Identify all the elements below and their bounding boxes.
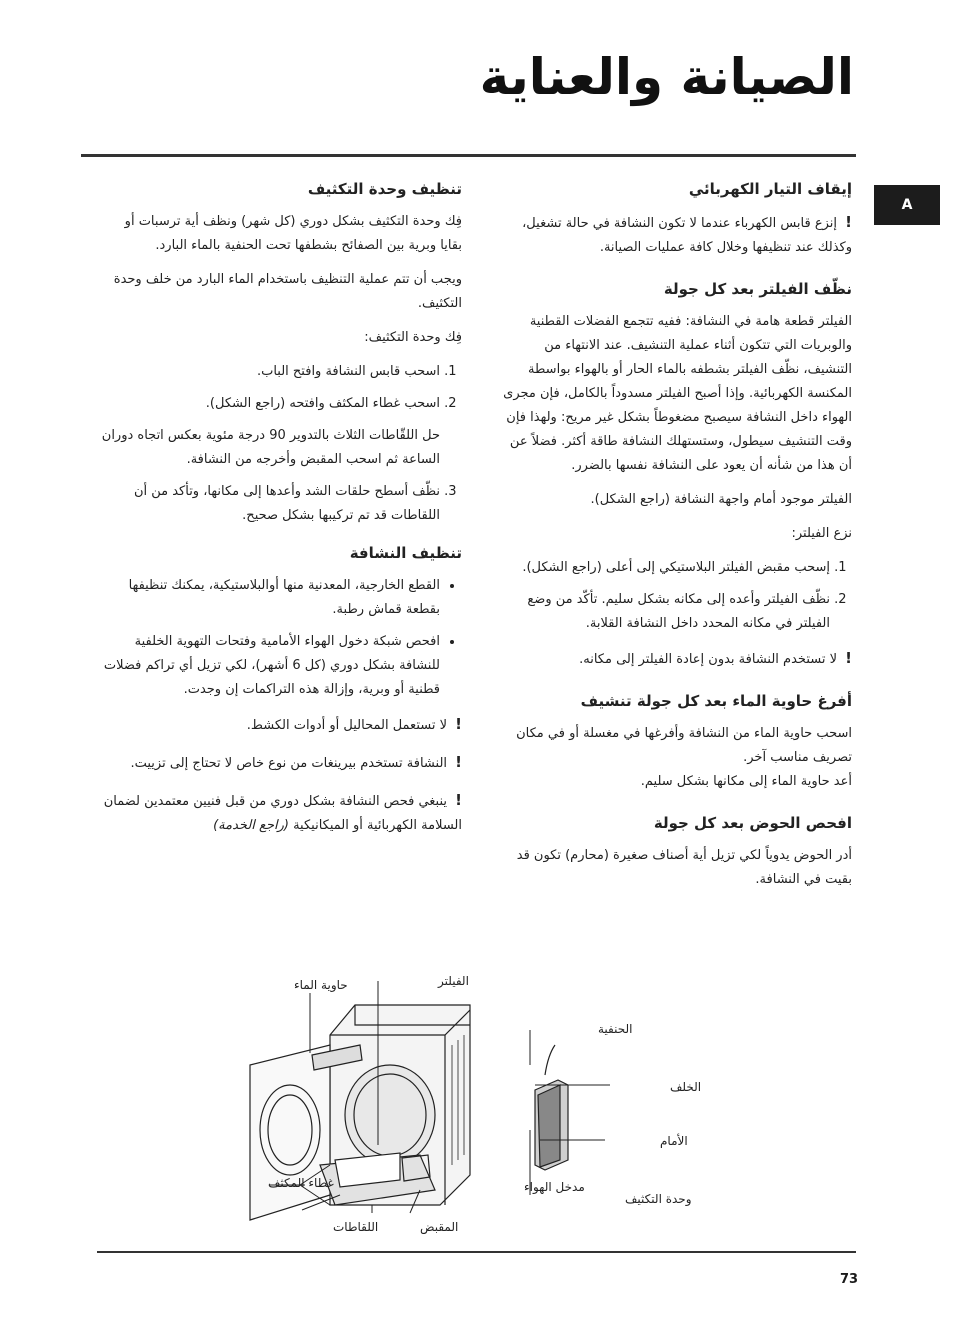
container-paragraph-2: أعد حاوية الماء إلى مكانها بشكل سليم. bbox=[640, 774, 852, 789]
label-air-inlet: مدخل الهواء bbox=[524, 1180, 585, 1194]
warning-icon: ! bbox=[845, 649, 852, 667]
condenser-paragraph-3: فِك وحدة التكثيف: bbox=[364, 330, 462, 345]
left-column bbox=[100, 178, 462, 850]
page-number: 73 bbox=[840, 1272, 859, 1287]
dryer-diagram bbox=[190, 965, 710, 1245]
label-filter: الفيلتر bbox=[438, 974, 469, 988]
label-condenser-unit: وحدة التكثيف bbox=[625, 1192, 692, 1206]
dryer-bullets bbox=[100, 574, 462, 702]
warning-text: لا تستعمل المحاليل أو أدوات الكشط. bbox=[246, 718, 448, 733]
service-reference: (راجع الخدمة) bbox=[213, 818, 289, 833]
container-paragraph-1: اسحب حاوية الماء من النشافة وأفرغها في مغسلة أو في مكان تصريف مناسب آخر. bbox=[516, 726, 852, 765]
warning-inspection bbox=[100, 788, 462, 838]
warning-icon: ! bbox=[455, 791, 462, 809]
bottom-divider bbox=[97, 1251, 856, 1253]
drum-paragraph-1: أدر الحوض يدوياً لكي تزيل أية أصناف صغيرة (محارم) تكون قد بقيت في النشافة. bbox=[516, 848, 852, 887]
warning-text: النشافة تستخدم بيرينغات من نوع خاص لا تحتاج إلى تزييت. bbox=[130, 756, 448, 771]
section-heading-dryer: تنظيف النشافة bbox=[349, 544, 462, 562]
label-condenser-cover: غطاء المكثف bbox=[268, 1176, 334, 1190]
condenser-note: حل اللقّاطات الثلاث بالتدوير 90 درجة مئوية بعكس اتجاه دوران الساعة ثم اسحب المقبض وأخرجه من النشافة. bbox=[101, 428, 440, 467]
warning-filter bbox=[494, 646, 852, 672]
label-back: الخلف bbox=[670, 1080, 702, 1094]
filter-steps bbox=[494, 556, 852, 636]
filter-paragraph-2: الفيلتر موجود أمام واجهة النشافة (راجع الشكل). bbox=[590, 492, 852, 507]
label-water-container: حاوية الماء bbox=[294, 978, 348, 992]
section-heading-power: إيقاف التيار الكهربائي bbox=[688, 180, 852, 198]
condenser-paragraph-2: ويجب أن تتم عملية التنظيف باستخدام الماء البارد من خلف وحدة التكثيف. bbox=[113, 272, 462, 311]
condenser-steps-a bbox=[100, 360, 462, 416]
label-handle: المقبض bbox=[420, 1220, 459, 1234]
warning-text: لا تستخدم النشافة بدون إعادة الفيلتر إلى مكانه. bbox=[579, 652, 838, 667]
top-divider bbox=[81, 154, 856, 157]
warning-icon: ! bbox=[455, 753, 462, 771]
right-column bbox=[494, 178, 852, 902]
language-tab: A bbox=[874, 185, 940, 225]
condenser-steps-b bbox=[100, 480, 462, 528]
dryer-bullet-1: • القطع الخارجية، المعدنية منها أوالبلاستيكية، يمكنك تنظيفها بقطعة قماش رطبة. bbox=[100, 574, 440, 622]
page-title: الصيانة والعناية bbox=[479, 48, 854, 106]
warning-bearings bbox=[100, 750, 462, 776]
warning-text: ينبغي فحص النشافة بشكل دوري من قبل فنيين معتمدين لضمان السلامة الكهربائية أو الميكانيكية bbox=[103, 794, 462, 833]
condenser-step-3: 3. نظّف أسطح حلقات الشد وأعدها إلى مكانها، وتأكد من أن اللقاطات قد تم تركيبها بشكل صحيح. bbox=[100, 480, 440, 528]
dryer-bullet-2: • افحص شبكة دخول الهواء الأمامية وفتحات التهوية الخلفية للنشافة بشكل دوري (كل 6 أشهر)، لكي تزيل أي تراكم فضلات قطنية أو وبرية، وإزالة هذه التراكمات إن وجدت. bbox=[100, 630, 440, 702]
label-latches: اللقاطات bbox=[333, 1220, 379, 1234]
section-heading-condenser: تنظيف وحدة التكثيف bbox=[307, 180, 462, 198]
warning-solvents bbox=[100, 712, 462, 738]
condenser-paragraph-1: فِك وحدة التكثيف بشكل دوري (كل شهر) ونظف أية ترسبات أو بقايا وبرية بين الصفائح بشطفها تحت الحنفية بالماء البارد. bbox=[124, 214, 462, 253]
label-tap: الحنفية bbox=[598, 1022, 633, 1036]
warning-power bbox=[494, 210, 852, 260]
condenser-step-2: 2. اسحب غطاء المكثف وافتحه (راجع الشكل). bbox=[100, 392, 440, 416]
warning-icon: ! bbox=[845, 213, 852, 231]
condenser-step-1: 1. اسحب قابس النشافة وافتح الباب. bbox=[100, 360, 440, 384]
filter-paragraph-3: نزع الفيلتر: bbox=[791, 526, 852, 541]
section-heading-filter: نظّف الفيلتر بعد كل جولة bbox=[663, 280, 852, 298]
section-heading-container: أفرغ حاوية الماء بعد كل جولة تنشيف bbox=[580, 692, 852, 710]
filter-step-1: 1. إسحب مقبض الفيلتر البلاستيكي إلى أعلى (راجع الشكل). bbox=[494, 556, 830, 580]
section-heading-drum: افحص الحوض بعد كل جولة bbox=[653, 814, 852, 832]
filter-step-2: 2. نظّف الفيلتر وأعده إلى مكانه بشكل سليم. تأكّد من وضع الفيلتر في مكانه المحدد داخل النشافة القلابة. bbox=[494, 588, 830, 636]
warning-text: إنزع قابس الكهرباء عندما لا تكون النشافة في حالة تشغيل، وكذلك عند تنظيفها وخلال كافة عمليات الصيانة. bbox=[522, 216, 852, 255]
warning-icon: ! bbox=[455, 715, 462, 733]
label-front: الأمام bbox=[660, 1134, 688, 1148]
filter-paragraph-1: الفيلتر قطعة هامة في النشافة: ففيه تتجمع الفضلات القطنية والوبريات التي تتكون أثناء عملية التنشيف. عند الانتهاء من التنشيف، نظّف الفيلتر بشطفه بالماء الحار أو بالهواء بواسطة المكنسة الكهربائية. وإذا أصبح الفيلتر مسدوداً بالكامل، فإن مجرى الهواء داخل النشافة سيصبح مضغوطاً بشكل غير مريح: ولهذا فإن وقت التنشيف سيطول، وستستهلك النشافة طاقة أكثر. فضلاً عن أن هذا من شأنه أن يعود على النشافة نفسها بالضرر. bbox=[503, 314, 852, 473]
